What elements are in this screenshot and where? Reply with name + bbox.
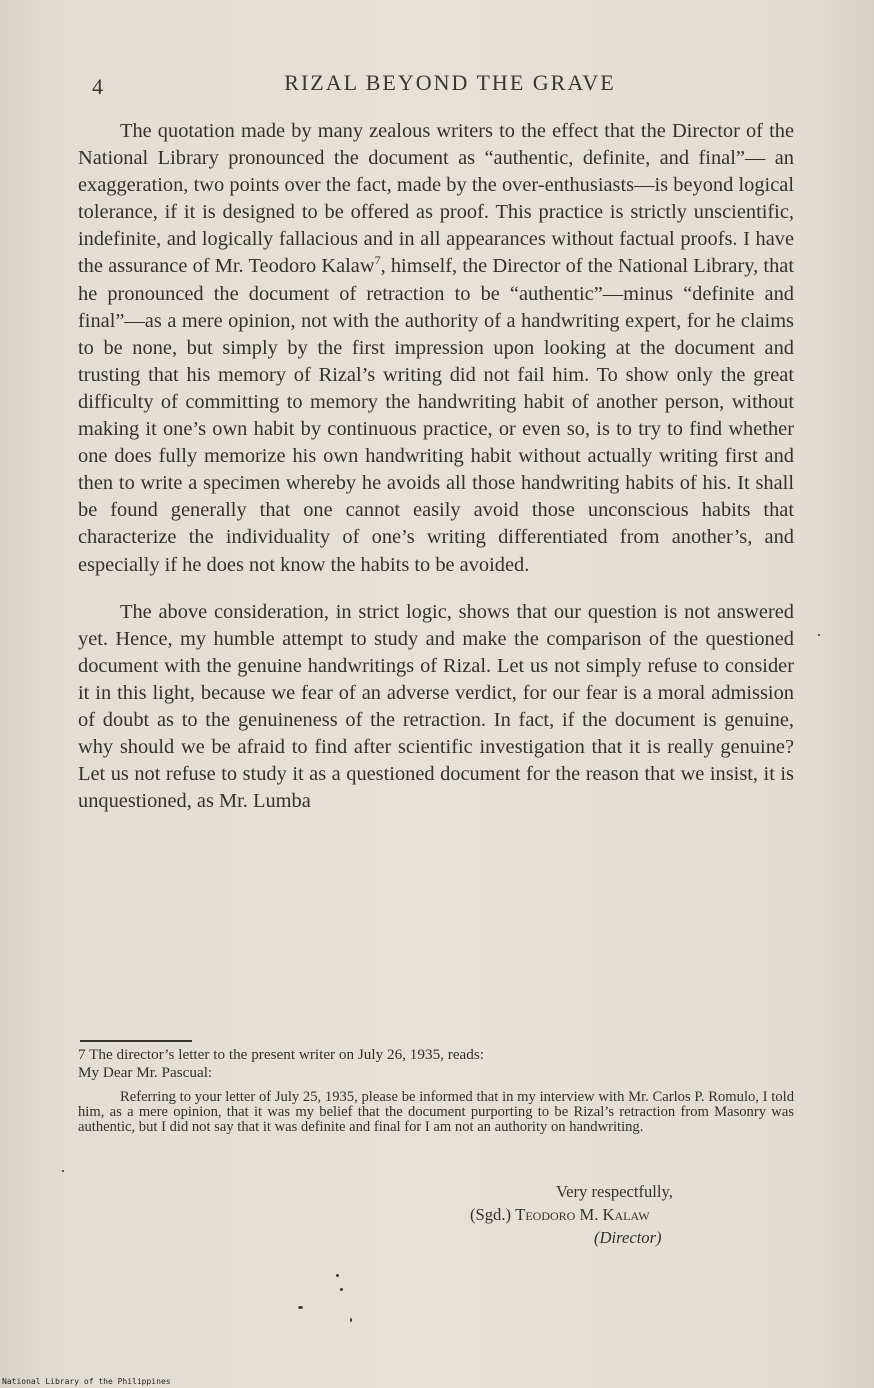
paragraph-1-text-a: The quotation made by many zealous writers to the effect that the Director of the National Library pronounced the document as “authentic, definite, and final”— an exaggeration, two points over the fact, made by the over-enthusiasts—is beyond logical tolerance, if it is designed to be offered as proof. This practice is strictly unscientific, indefinite, and logically fallacious and in all appearances without factual proofs. I have the assurance of Mr. Teodoro Kalaw (78, 120, 794, 278)
body-text (78, 118, 794, 815)
paper-speck (350, 1318, 352, 1322)
signer-title: (Director) (594, 1228, 662, 1247)
paper-speck (62, 1170, 64, 1172)
signer-name: Teodoro M. Kalaw (515, 1205, 650, 1224)
page-number: 4 (92, 74, 103, 99)
footnote-reference: 7 (374, 253, 381, 268)
scan-credit: National Library of the Philippines (2, 1377, 171, 1386)
paper-speck (340, 1288, 343, 1291)
paper-speck (818, 634, 820, 636)
paragraph-1 (78, 118, 794, 579)
page-header (90, 70, 810, 102)
footnote-block (78, 1046, 794, 1136)
letter-closing: Very respectfully, (556, 1182, 673, 1201)
paper-speck (336, 1274, 339, 1277)
signed-prefix: (Sgd.) (470, 1205, 512, 1224)
paragraph-2: The above consideration, in strict logic, shows that our question is not answered yet. Hence, my humble attempt to study and make the comparison of the questioned document with the genuine handwritings of Rizal. Let us not simply refuse to consider it in this light, because we fear of an adverse verdict, for our fear is a moral admission of doubt as to the genuineness of the retraction. In fact, if the document is genuine, why should we be afraid to find after scientific investigation that it is really genuine? Let us not refuse to study it as a questioned document for the reason that we insist, it is unquestioned, as Mr. Lumba (78, 600, 794, 813)
footnote-intro: 7 The director’s letter to the present writer on July 26, 1935, reads: (78, 1046, 485, 1063)
running-title: RIZAL BEYOND THE GRAVE (284, 70, 616, 95)
footnote-rule (80, 1040, 192, 1042)
letter-salutation: My Dear Mr. Pascual: (78, 1064, 213, 1081)
letter-signature-block (470, 1180, 770, 1249)
letter-body: Referring to your letter of July 25, 1935, please be informed that in my interview with Mr. Carlos P. Romulo, I told him, as a mere opinion, that it was my belief that the document purporting to be Rizal’s retraction from Masonry was authentic, but I did not say that it was definite and final for I am not an authority on handwriting. (78, 1089, 794, 1136)
paper-speck (298, 1306, 303, 1309)
signature-line (470, 1203, 770, 1226)
paragraph-1-text-b: , himself, the Director of the National Library, that he pronounced the document of retraction to be “authentic”—minus “definite and final”—as a mere opinion, not with the authority of a handwriting expert, for he claims to be none, but simply by the first impression upon looking at the document and trusting that his memory of Rizal’s writing did not fail him. To show only the great difficulty of committing to memory the handwriting habit of another person, without making it one’s own habit by continuous practice, or even so, is to try to find whether one does fully memorize his own handwriting habit without actually writing first and then to write a specimen whereby he avoids all those handwriting habits of his. It shall be found generally that one cannot easily avoid those unconscious habits that characterize the individuality of one’s writing differentiated from another’s, and especially if he does not know the habits to be avoided. (78, 255, 794, 576)
